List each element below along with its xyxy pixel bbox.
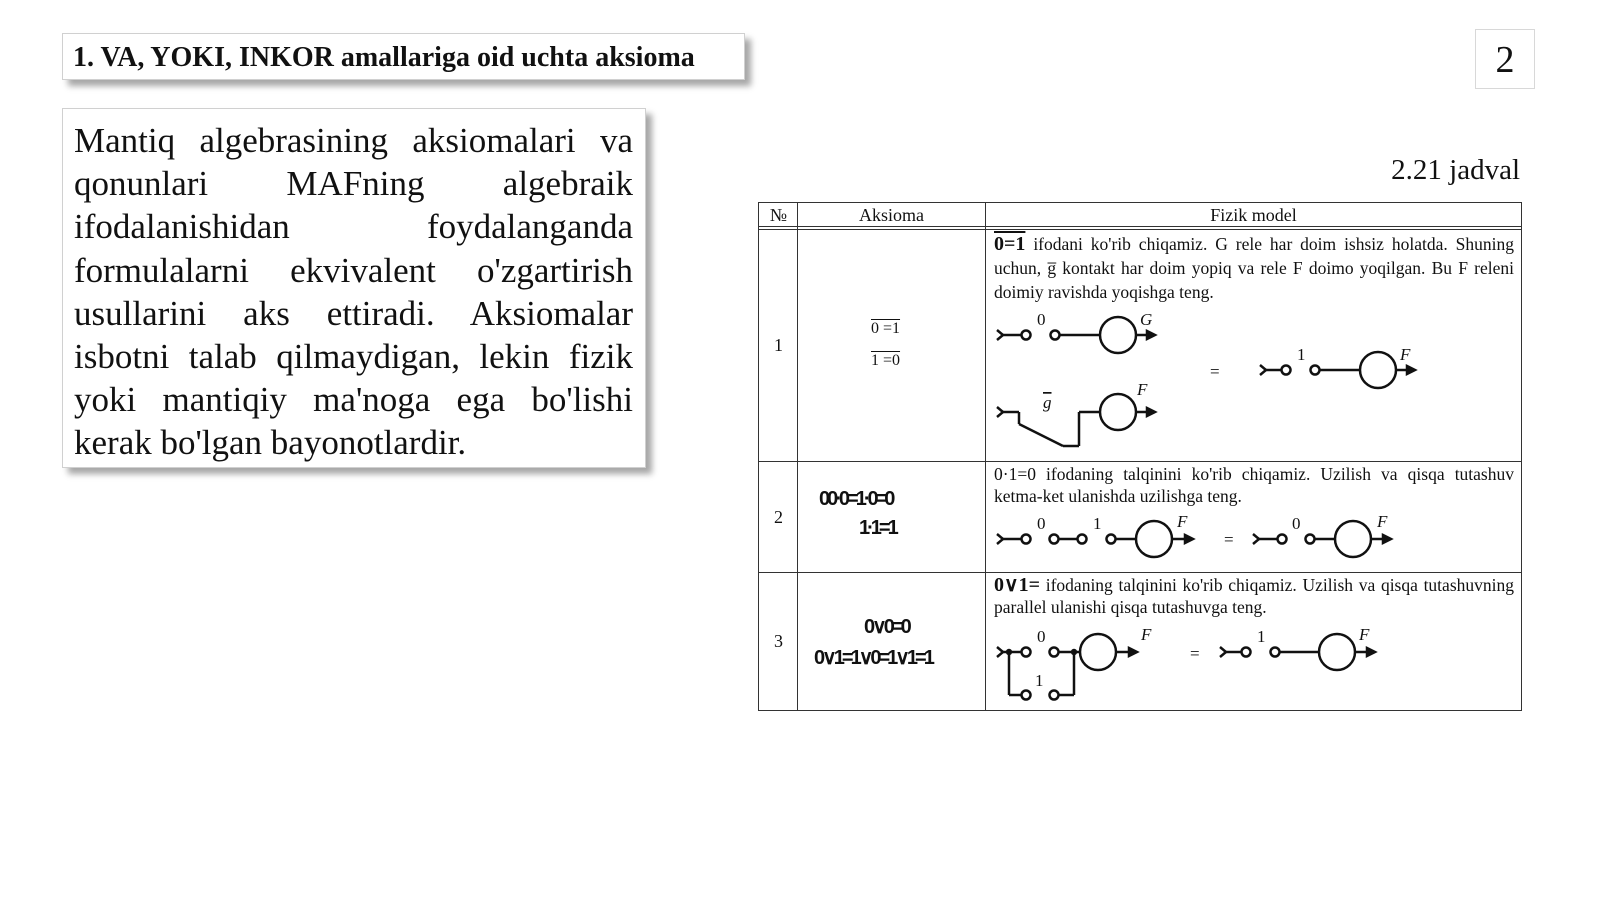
row3-relay-F1: F xyxy=(1141,625,1152,644)
row1-relay-F2: F xyxy=(1137,380,1148,399)
page-number: 2 xyxy=(1475,29,1535,89)
row3-contact-0: 0 xyxy=(1037,627,1046,646)
slide-title: 1. VA, YOKI, INKOR amallariga oid uchta aksioma xyxy=(62,33,745,80)
row1-axiom-line1: 0 =1 xyxy=(871,320,901,337)
table-caption: 2.21 jadval xyxy=(1391,154,1520,186)
row3-description xyxy=(994,574,1514,618)
row3-relay-F2: F xyxy=(1359,625,1370,644)
row3-axiom-line2: 0∨1=1∨0=1∨1=1 xyxy=(814,647,932,669)
row1-equals: = xyxy=(1210,362,1220,381)
row3-circuit-diagram xyxy=(995,623,1415,708)
row2-relay-F1: F xyxy=(1177,512,1188,531)
row2-axiom-line1: 00·0=1·0=0 xyxy=(819,488,893,510)
row2-equals: = xyxy=(1224,530,1234,549)
header-axiom: Aksioma xyxy=(859,205,924,225)
row3-desc-lead: 0∨1= xyxy=(994,574,1041,596)
row2-description: 0·1=0 ifodaning talqinini ko'rib chiqamiz. Uzilish va qisqa tutashuv ketma-ket ulanishda uzilishga teng. xyxy=(994,464,1514,506)
row2-contact-1: 1 xyxy=(1093,514,1102,533)
row3-axiom-line1: 0∨0=0 xyxy=(864,616,909,638)
row2-contact-0b: 0 xyxy=(1292,514,1301,533)
row3-contact-1: 1 xyxy=(1035,671,1044,690)
row3-desc-text: ifodaning talqinini ko'rib chiqamiz. Uzilish va qisqa tutashuvning parallel ulanishi qisqa tutashuvga teng. xyxy=(994,575,1514,617)
row1-contact-g: g xyxy=(1043,393,1052,412)
row1-circuit-diagram xyxy=(995,303,1435,463)
row1-contact-0: 0 xyxy=(1037,310,1046,329)
axiom-table xyxy=(758,202,1522,711)
body-text: Mantiq algebrasining aksiomalari va qonunlari MAFning algebraik ifodalanishidan foydalanganda formulalarni ekvivalent o'zgartirish usullarini aks ettiradi. Aksiomalar isbotni talab qilmaydigan, lekin fizik yoki mantiqiy ma'noga ega bo'lishi kerak bo'lgan bayonotlardir. xyxy=(74,121,633,463)
row1-num: 1 xyxy=(774,335,783,355)
row2-contact-0: 0 xyxy=(1037,514,1046,533)
row1-desc-text: ifodani ko'rib chiqamiz. G rele har doim ishsiz holatda. Shuning uchun, g̅ kontakt har doim yopiq va rele F doimo yoqilgan. Bu F releni doimiy ravishda yoqishga teng. xyxy=(994,234,1514,302)
row2-circuit-diagram xyxy=(995,509,1415,569)
header-model: Fizik model xyxy=(1210,205,1297,225)
body-text-box xyxy=(62,108,646,468)
row1-desc-lead: 0=1 xyxy=(994,233,1026,255)
row3-equals: = xyxy=(1190,644,1200,663)
row3-num: 3 xyxy=(774,631,783,651)
row1-contact-1: 1 xyxy=(1297,345,1306,364)
row1-axiom-line2: 1 =0 xyxy=(871,352,901,369)
row2-relay-F2: F xyxy=(1377,512,1388,531)
row2-axiom-line2: 1·1=1 xyxy=(859,517,896,539)
row3-contact-1b: 1 xyxy=(1257,627,1266,646)
row1-relay-F1: F xyxy=(1400,345,1411,364)
row2-num: 2 xyxy=(774,507,783,527)
row1-relay-G: G xyxy=(1140,310,1153,329)
header-num: № xyxy=(769,205,788,225)
row1-description xyxy=(994,232,1514,304)
